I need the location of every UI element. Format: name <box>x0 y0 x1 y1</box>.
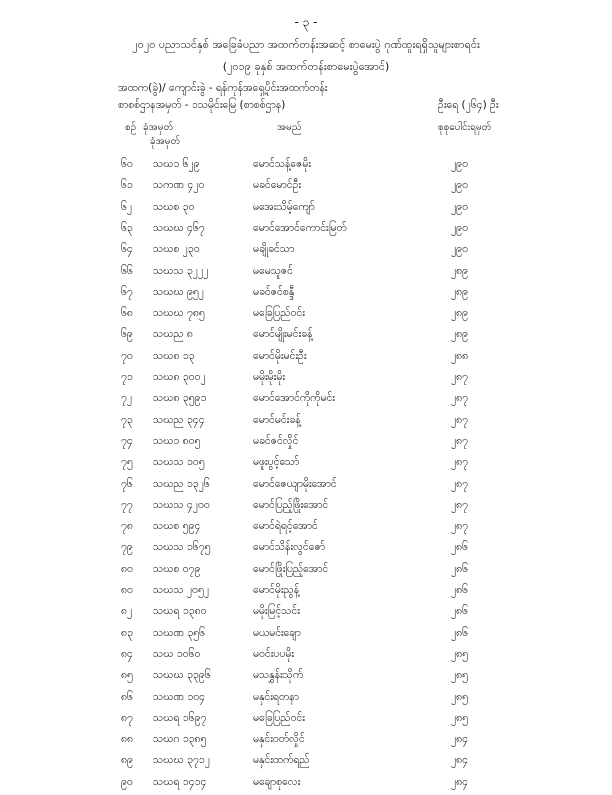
exam-center: စာစစ်ဌာနအမှတ် - ၁သမိုင်းမြေ (စာစစ်ဌာန) <box>118 99 286 111</box>
roll-number: သဃ၈ ၁၃ <box>153 349 195 362</box>
total-marks: ၂၈၇ <box>451 498 469 511</box>
student-name: မောင်မိုးမင်းဦး <box>253 349 307 362</box>
table-row <box>0 243 612 262</box>
roll-number: သဃည ၁၃၂၆ <box>153 477 210 490</box>
roll-number: သဃဃ ၃၃၉၆ <box>153 669 211 682</box>
row-number: ၆၇ <box>121 285 133 298</box>
row-number: ၆၆ <box>121 264 133 277</box>
roll-number: သဃ ၁၀၆၀ <box>153 647 201 660</box>
total-marks: ၂၈၅ <box>451 647 469 660</box>
roll-number: သဃရ ၁၃၈၀ <box>153 605 207 618</box>
roll-number: သဃရ ၁၆၉၇ <box>153 711 207 724</box>
total-count: ဦးရေ (၂၆၄) ဦး <box>438 99 499 111</box>
student-name: မသနွှန်းသိုက် <box>253 669 304 682</box>
row-number: ၆၃ <box>121 221 133 234</box>
row-number: ၇၁ <box>121 371 133 383</box>
student-name: မမိုးမိုးမိုး <box>253 371 285 383</box>
student-name: မခင်မောင်ဦး <box>253 179 302 192</box>
student-name: မနှင်းထက်ရည် <box>253 754 310 767</box>
total-marks: ၂၈၇ <box>451 392 469 405</box>
row-number: ၇၆ <box>121 477 133 490</box>
total-marks: ၂၈၆ <box>451 605 469 618</box>
row-number: ၈၀ <box>121 584 133 596</box>
row-number: ၆၁ <box>121 179 133 192</box>
total-marks: ၂၈၆ <box>451 626 469 639</box>
table-row <box>0 669 612 688</box>
table-row <box>0 541 612 560</box>
roll-number: သဃသ ၁၆၇၅ <box>153 541 211 554</box>
total-marks: ၂၉၀ <box>451 158 468 170</box>
table-row <box>0 733 612 752</box>
roll-number: သဃဂ ၁၃၈၅ <box>153 733 207 746</box>
student-name: မောင်ဖြိုးပြည့်အောင် <box>253 562 329 575</box>
row-number: ၇၄ <box>121 434 133 447</box>
table-row <box>0 754 612 773</box>
roll-number: သဃသ ၂၀၅၂ <box>153 584 210 596</box>
table-row <box>0 286 612 305</box>
total-marks: ၂၈၅ <box>451 690 469 703</box>
student-name: မခင်ဇင်စန္ဒီ <box>253 285 295 298</box>
total-marks: ၂၉၀ <box>451 243 468 256</box>
row-number: ၈၄ <box>121 647 133 660</box>
student-name: မမိုးမြင့်သင်း <box>253 605 300 618</box>
roll-number: သဃဃ ၄၆၇ <box>153 221 205 234</box>
total-marks: ၂၈၇ <box>451 413 469 426</box>
row-number: ၈၇ <box>121 711 133 724</box>
table-row <box>0 435 612 454</box>
student-name: မောင်ဇေယျာမိုးအောင် <box>253 477 337 490</box>
column-header-name: အမည် <box>277 122 302 133</box>
roll-number: သဃဃ ၇၈၅ <box>153 307 205 320</box>
table-row <box>0 584 612 603</box>
total-marks: ၂၈၆ <box>451 541 469 554</box>
total-marks: ၂၈၅ <box>451 711 469 724</box>
student-name: မချိုခင်သာ <box>253 243 295 256</box>
roll-number: သဃဏ ၁၀၄ <box>153 690 206 703</box>
student-name: မအေးသိမ့်ကျော် <box>253 200 315 213</box>
total-marks: ၂၈၅ <box>451 669 469 682</box>
table-row <box>0 350 612 369</box>
student-name: မောင်မျိုးမင်းခန့် <box>253 328 313 341</box>
roll-number: သဃသ ၁၀၅ <box>153 456 205 469</box>
roll-number: သဃရ ၁၄၁၄ <box>153 775 207 788</box>
roll-number: သဃ၈ ၃၀၀၂ <box>153 371 206 383</box>
table-row <box>0 179 612 198</box>
total-marks: ၂၈၉ <box>451 264 469 277</box>
table-row <box>0 648 612 667</box>
roll-number: သဃစ ၀၇၉ <box>153 562 201 575</box>
student-name: မောင်ရဲရင့်အောင် <box>253 520 318 533</box>
row-number: ၇၀ <box>121 349 133 362</box>
student-name: မောင်အောင်ကောင်းမြတ် <box>253 221 347 234</box>
roll-number: သဃဃ ၃၇၁၂ <box>153 754 210 767</box>
row-number: ၆၉ <box>121 328 133 341</box>
table-row <box>0 712 612 731</box>
column-header-roll: ခုံအမှတ် <box>143 122 174 133</box>
roll-number: သဃည ၃၄၄ <box>153 413 205 426</box>
row-number: ၆၀ <box>121 158 133 170</box>
roll-number: သဃစ ၅၉၄ <box>153 520 201 533</box>
row-number: ၇၃ <box>121 413 133 426</box>
row-number: ၆၈ <box>121 307 133 320</box>
total-marks: ၂၈၇ <box>451 520 469 533</box>
row-number: ၇၅ <box>121 456 133 469</box>
student-name: မောင်သန့်ဇေမိုး <box>253 158 312 170</box>
table-row <box>0 371 612 390</box>
roll-number: သဃ၁ ၈၀၅ <box>153 434 201 447</box>
total-marks: ၂၈၉ <box>451 285 469 298</box>
table-row <box>0 520 612 539</box>
table-row <box>0 201 612 220</box>
roll-number: သဃဏ ၃၅၆ <box>153 626 206 639</box>
student-name: မဖူးပွင့်သော် <box>253 456 300 469</box>
table-row <box>0 478 612 497</box>
row-number: ၈၉ <box>121 754 133 767</box>
total-marks: ၂၈၆ <box>451 562 469 575</box>
table-row <box>0 158 612 177</box>
student-name: မခြေပြည်ဝင်း <box>253 711 305 724</box>
student-name: မချောစုလေး <box>253 775 301 788</box>
table-row <box>0 627 612 646</box>
roll-number: သဃ၈ ၃၅၉၁ <box>153 392 207 405</box>
student-name: မောင်အောင်ကိုကိုမင်း <box>253 392 335 405</box>
student-name: မောင်မိုးညွန့် <box>253 584 300 596</box>
table-row <box>0 392 612 411</box>
row-number: ၈၃ <box>121 626 133 639</box>
student-name: မမေသူဇင် <box>253 264 293 277</box>
row-number: ၇၂ <box>121 392 133 405</box>
column-header-marks: စုစုပေါင်းရမှတ် <box>438 122 492 133</box>
row-number: ၇၉ <box>121 541 133 554</box>
student-name: မဝင်းပပမိုး <box>253 647 295 660</box>
total-marks: ၂၈၄ <box>451 775 469 788</box>
roll-number: သဃည ၈ <box>153 328 193 341</box>
student-name: မနှင်းဝတ်လှိုင် <box>253 733 305 746</box>
total-marks: ၂၈၆ <box>451 584 469 596</box>
row-number: ၆၂ <box>121 200 133 213</box>
student-name: မခြေပြည်ဝင်း <box>253 307 305 320</box>
table-row <box>0 265 612 284</box>
table-row <box>0 307 612 326</box>
column-header-roll-line2: ခုံအမှတ် <box>150 136 181 147</box>
table-row <box>0 605 612 624</box>
row-number: ၉၀ <box>121 775 133 788</box>
school-name: အထက(ခွဲ)/ ကျောင်းခွဲ - ရန်ကုန်အရှေ့ပိုင်းအထက်တန်း <box>118 82 328 94</box>
roll-number: သဃသ ၃၂၂၂ <box>153 264 209 277</box>
row-number: ၈၂ <box>121 605 133 618</box>
total-marks: ၂၈၄ <box>451 754 469 767</box>
table-row <box>0 691 612 710</box>
total-marks: ၂၈၇ <box>451 456 469 469</box>
roll-number: သဃဃ ၉၅၂ <box>153 285 204 298</box>
student-name: မောင်ပြည့်ဖြိုးအောင် <box>253 498 329 511</box>
table-row <box>0 456 612 475</box>
total-marks: ၂၈၄ <box>451 733 469 746</box>
total-marks: ၂၈၇ <box>451 371 469 383</box>
table-row <box>0 563 612 582</box>
student-name: မောင်သိန်းလွင်ဇော် <box>253 541 326 554</box>
row-number: ၈၀ <box>121 562 133 575</box>
table-row <box>0 328 612 347</box>
total-marks: ၂၉၀ <box>451 200 468 213</box>
total-marks: ၂၉၀ <box>451 179 468 192</box>
row-number: ၇၇ <box>121 498 133 511</box>
total-marks: ၂၈၇ <box>451 434 469 447</box>
row-number: ၈၈ <box>121 733 133 746</box>
roll-number: သဃ၁ ၆၂၉ <box>153 158 200 170</box>
total-marks: ၂၈၈ <box>451 349 469 362</box>
student-name: မောင်မင်းခန့် <box>253 413 301 426</box>
roll-number: သဃသ ၄၂၀၀ <box>153 498 210 511</box>
row-number: ၈၆ <box>121 690 133 703</box>
column-header-no: စဉ် <box>125 122 137 133</box>
student-name: မနှင်းရတနာ <box>253 690 299 703</box>
roll-number: သဃစ ၂၃၀ <box>153 243 200 256</box>
total-marks: ၂၉၀ <box>451 221 468 234</box>
table-row <box>0 222 612 241</box>
total-marks: ၂၈၇ <box>451 477 469 490</box>
total-marks: ၂၈၉ <box>451 307 469 320</box>
roll-number: သဃစ ၃၀ <box>153 200 195 213</box>
roll-number: သကဏ ၄၂၀ <box>153 179 205 192</box>
student-name: မခင်ဇင်လှိုင် <box>253 434 299 447</box>
table-row <box>0 499 612 518</box>
row-number: ၇၈ <box>121 520 133 533</box>
row-number: ၈၅ <box>121 669 133 682</box>
document-title: ၂၀၂၀ ပညာသင်နှစ် အခြေခံပညာ အထက်တန်းအဆင့် စာမေးပွဲ ဂုဏ်ထူးရရှိသူများစာရင်း <box>132 38 480 51</box>
page-number: - ၃ - <box>294 15 318 29</box>
total-marks: ၂၈၉ <box>451 328 469 341</box>
row-number: ၆၄ <box>121 243 133 256</box>
document-subtitle: (၂၀၁၉ ခုနှစ် အထက်တန်းစာမေးပွဲအောင်) <box>222 60 390 73</box>
student-name: မယမင်းချော <box>253 626 301 639</box>
table-row <box>0 414 612 433</box>
